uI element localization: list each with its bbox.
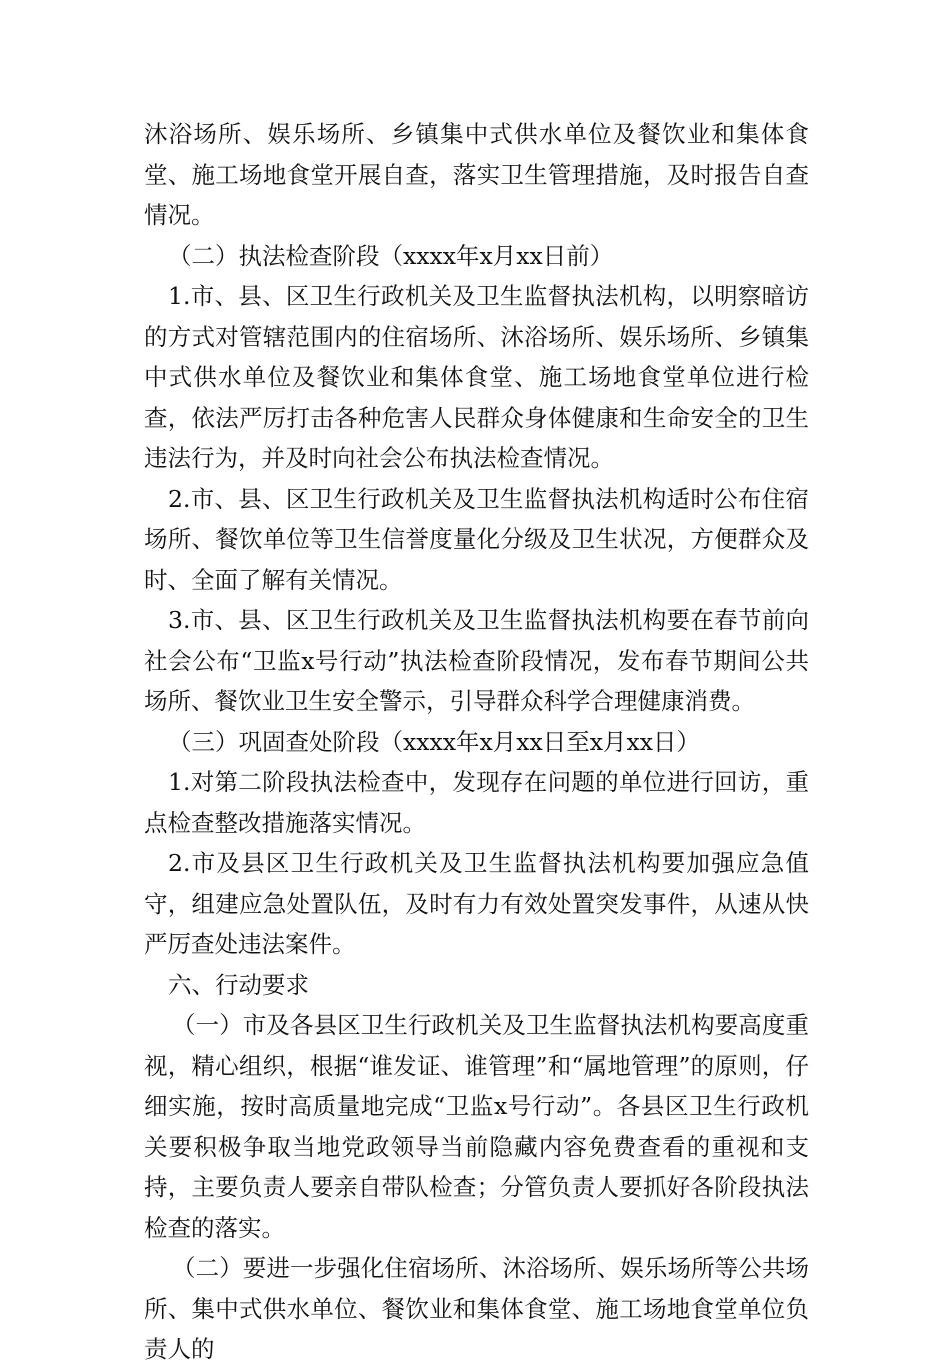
paragraph-item-1b: 1.对第二阶段执法检查中，发现存在问题的单位进行回访，重点检查整改措施落实情况。 xyxy=(144,768,809,837)
section-heading-enforcement-stage: （二）执法检查阶段（xxxx年x月xx日前） xyxy=(168,241,614,270)
paragraph-requirement-2: （二）要进一步强化住宿场所、沐浴场所、娱乐场所等公共场所、集中式供水单位、餐饮业和集体食堂、施工场地食堂单位负责人的 xyxy=(144,1254,809,1363)
section-heading-action-requirements: 六、行动要求 xyxy=(168,970,309,999)
paragraph-continuation: 沐浴场所、娱乐场所、乡镇集中式供水单位及餐饮业和集体食堂、施工场地食堂开展自查，落实卫生管理措施，及时报告自查情况。 xyxy=(144,120,809,229)
paragraph-item-3: 3.市、县、区卫生行政机关及卫生监督执法机构要在春节前向社会公布“卫监x号行动”执法检查阶段情况，发布春节期间公共场所、餐饮业卫生安全警示，引导群众科学合理健康消费。 xyxy=(144,606,809,715)
paragraph-item-1: 1.市、县、区卫生行政机关及卫生监督执法机构，以明察暗访的方式对管辖范围内的住宿场所、沐浴场所、娱乐场所、乡镇集中式供水单位及餐饮业和集体食堂、施工场地食堂单位进行检查，依法严厉打击各种危害人民群众身体健康和生命安全的卫生违法行为，并及时向社会公布执法检查情况。 xyxy=(144,282,809,472)
paragraph-item-2: 2.市、县、区卫生行政机关及卫生监督执法机构适时公布住宿场所、餐饮单位等卫生信誉度量化分级及卫生状况，方便群众及时、全面了解有关情况。 xyxy=(144,484,809,594)
document-body xyxy=(144,114,809,1370)
section-heading-consolidation-stage: （三）巩固查处阶段（xxxx年x月xx日至x月xx日） xyxy=(168,727,701,756)
paragraph-requirement-1: （一）市及各县区卫生行政机关及卫生监督执法机构要高度重视，精心组织，根据“谁发证、谁管理”和“属地管理”的原则，仔细实施，按时高质量地完成“卫监x号行动”。各县区卫生行政机关要积极争取当地党政领导当前隐藏内容免费查看的重视和支持，主要负责人要亲自带队检查；分管负责人要抓好各阶段执法检查的落实。 xyxy=(144,1011,809,1242)
paragraph-item-2b: 2.市及县区卫生行政机关及卫生监督执法机构要加强应急值守，组建应急处置队伍，及时有力有效处置突发事件，从速从快严厉查处违法案件。 xyxy=(144,849,809,958)
